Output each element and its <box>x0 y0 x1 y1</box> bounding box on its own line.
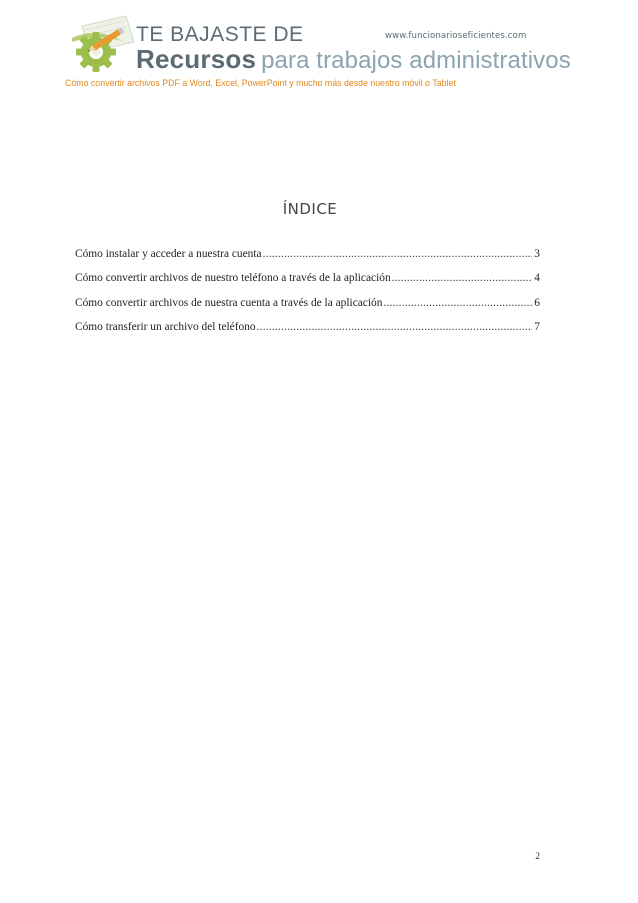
page-number: 2 <box>535 852 540 862</box>
brand-light-phrase: para trabajos administrativos <box>261 47 571 74</box>
site-url[interactable]: www.funcionarioseficientes.com <box>385 31 527 41</box>
table-of-contents <box>75 248 540 346</box>
toc-dot-leader <box>263 248 533 260</box>
toc-dot-leader <box>257 321 533 333</box>
page-title: ÍNDICE <box>282 200 338 219</box>
toc-entry[interactable] <box>75 272 540 296</box>
toc-entry-page: 6 <box>534 296 540 309</box>
toc-dot-leader <box>383 297 532 309</box>
toc-dot-leader <box>392 272 533 284</box>
toc-entry-label: Cómo convertir archivos de nuestro teléfono a través de la aplicación <box>75 272 391 285</box>
toc-entry-page: 3 <box>534 248 540 260</box>
toc-entry-label: Cómo instalar y acceder a nuestra cuenta <box>75 248 262 260</box>
toc-entry-label: Cómo transferir un archivo del teléfono <box>75 321 256 334</box>
toc-entry[interactable] <box>75 248 540 272</box>
brand-strong-word: Recursos <box>136 44 257 74</box>
toc-entry-page: 7 <box>534 321 540 334</box>
document-subtitle: Cómo convertir archivos PDF a Word, Excel, PowerPoint y mucho más desde nuestro móvil o Tablet <box>65 78 456 88</box>
gear-pencil-logo-icon <box>68 12 140 76</box>
toc-entry[interactable] <box>75 321 540 345</box>
toc-entry-label: Cómo convertir archivos de nuestra cuenta a través de la aplicación <box>75 296 383 309</box>
toc-entry[interactable] <box>75 297 540 321</box>
brand-title-line1: TE BAJASTE DE <box>136 23 304 46</box>
toc-entry-page: 4 <box>534 272 540 285</box>
brand-title-line2 <box>136 44 571 75</box>
